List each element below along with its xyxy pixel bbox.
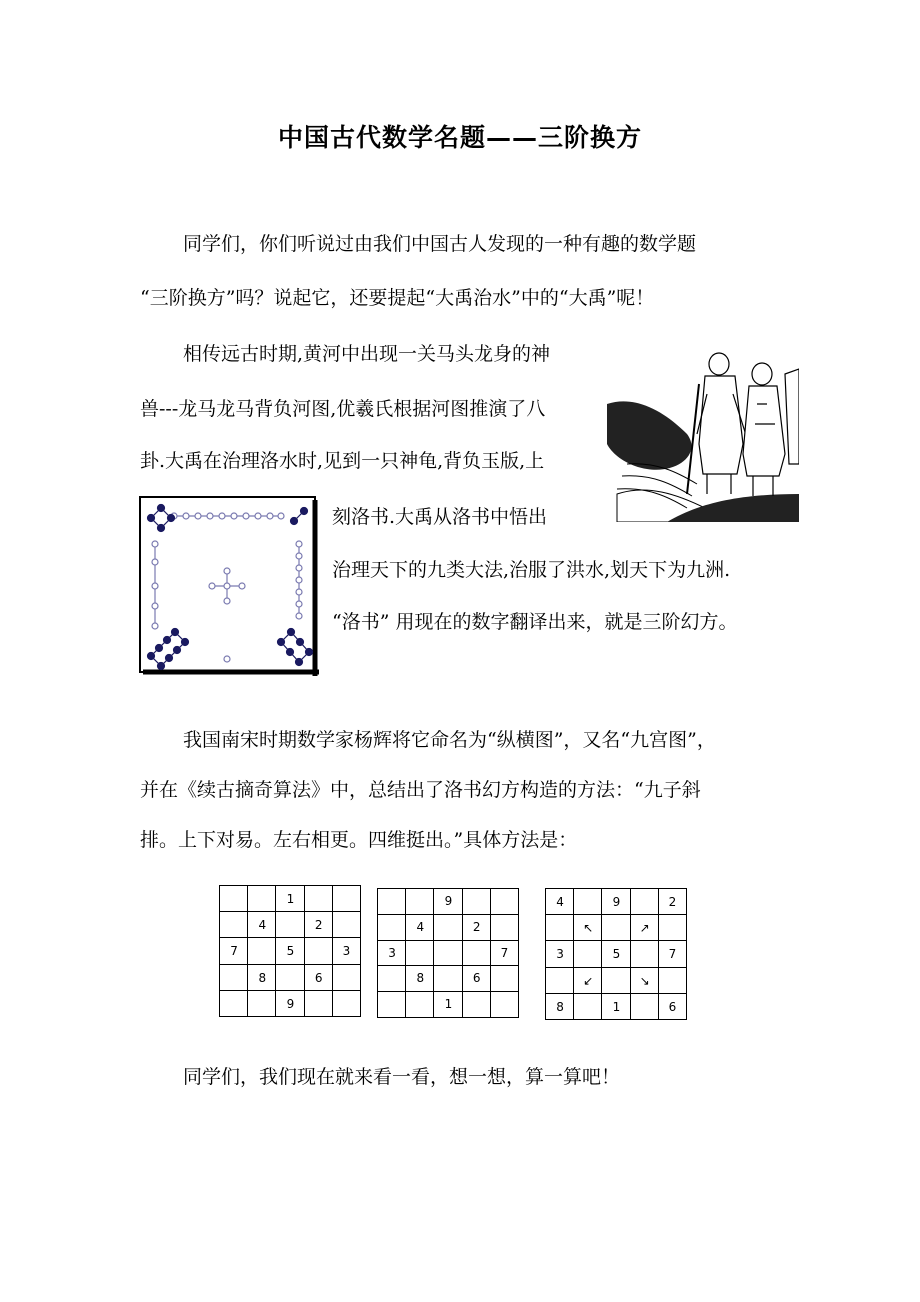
- grid-cell: [247, 990, 276, 1017]
- paragraph-2-line-4: 刻洛书.大禹从洛书中悟出: [332, 506, 548, 528]
- grid-cell: [332, 990, 361, 1017]
- grid-cell: 2: [658, 888, 687, 915]
- paragraph-2-line-3: 卦.大禹在治理洛水时,见到一只神龟,背负玉版,上: [140, 450, 545, 472]
- grid-cell: [573, 888, 602, 915]
- grid-cell: [462, 940, 491, 967]
- grid-cell: [630, 888, 659, 915]
- grid-cell: [304, 990, 333, 1017]
- grid-cell: 1: [275, 885, 304, 912]
- grid-cell: [219, 964, 248, 991]
- grid-cell: [433, 965, 462, 992]
- grid-cell: 9: [601, 888, 630, 915]
- grid-cell: 8: [247, 964, 276, 991]
- grid-cell: [490, 991, 519, 1018]
- grid-cell: [545, 967, 574, 994]
- paragraph-2-line-6: “洛书” 用现在的数字翻译出来，就是三阶幻方。: [332, 611, 738, 633]
- grid-cell: ↖: [573, 914, 602, 941]
- paragraph-3-line-1: 我国南宋时期数学家杨辉将它命名为“纵横图”，又名“九宫图”，: [183, 729, 716, 751]
- paragraph-2-line-2: 兽---龙马龙马背负河图,优羲氏根据河图推演了八: [140, 398, 546, 420]
- grid-cell: [462, 888, 491, 915]
- grid-cell: [275, 964, 304, 991]
- grid-cell: [490, 914, 519, 941]
- grid-cell: [433, 914, 462, 941]
- grid-cell: [219, 911, 248, 938]
- grid-cell: [332, 911, 361, 938]
- grid-cell: 6: [462, 965, 491, 992]
- grid-cell: 3: [332, 937, 361, 964]
- grid-cell: 4: [405, 914, 434, 941]
- grid-cell: [377, 914, 406, 941]
- paragraph-1-line-2: “三阶换方”吗？说起它，还要提起“大禹治水”中的“大禹”呢！: [140, 287, 655, 309]
- grid-cell: [405, 888, 434, 915]
- grid-cell: 8: [545, 993, 574, 1020]
- grid-cell: [545, 914, 574, 941]
- document-title: 中国古代数学名题——三阶换方: [277, 123, 642, 152]
- grid-cell: [490, 888, 519, 915]
- grid-cell: 9: [275, 990, 304, 1017]
- dayu-illustration: [607, 344, 799, 522]
- grid-cell: 4: [247, 911, 276, 938]
- grid-cell: [304, 937, 333, 964]
- grid-cell: [658, 967, 687, 994]
- grid-cell: 1: [433, 991, 462, 1018]
- grid-cell: [405, 991, 434, 1018]
- paragraph-3-line-3: 排。上下对易。左右相更。四维挺出。”具体方法是：: [140, 829, 578, 851]
- grid-cell: 8: [405, 965, 434, 992]
- grid-cell: 7: [658, 940, 687, 967]
- grid-cell: 9: [433, 888, 462, 915]
- grid-cell: [247, 885, 276, 912]
- grid-cell: [630, 940, 659, 967]
- paragraph-2-line-5: 治理天下的九类大法,治服了洪水,划天下为九洲.: [332, 559, 731, 581]
- grid-step-1: [219, 885, 360, 1016]
- grid-cell: [377, 965, 406, 992]
- grid-cell: [462, 991, 491, 1018]
- grid-cell: [377, 991, 406, 1018]
- grid-cell: [405, 940, 434, 967]
- grid-step-2: [377, 888, 518, 1017]
- grid-cell: 3: [545, 940, 574, 967]
- grid-cell: [573, 940, 602, 967]
- grid-cell: 6: [304, 964, 333, 991]
- luoshu-diagram: [139, 496, 320, 677]
- grid-cell: [332, 964, 361, 991]
- grid-cell: [433, 940, 462, 967]
- grid-cell: ↙: [573, 967, 602, 994]
- grid-cell: 2: [462, 914, 491, 941]
- grid-step-3: [545, 888, 686, 1019]
- paragraph-3-line-2: 并在《续古摘奇算法》中，总结出了洛书幻方构造的方法：“九子斜: [140, 779, 701, 801]
- grid-cell: 3: [377, 940, 406, 967]
- grid-cell: [573, 993, 602, 1020]
- grid-cell: [601, 967, 630, 994]
- paragraph-1-line-1: 同学们，你们听说过由我们中国古人发现的一种有趣的数学题: [183, 233, 697, 255]
- grid-cell: 4: [545, 888, 574, 915]
- grid-cell: 2: [304, 911, 333, 938]
- grid-cell: [630, 993, 659, 1020]
- grid-cell: 5: [601, 940, 630, 967]
- grid-cell: 1: [601, 993, 630, 1020]
- grid-cell: [658, 914, 687, 941]
- grid-cell: [247, 937, 276, 964]
- grid-cell: 7: [219, 937, 248, 964]
- grid-cell: [377, 888, 406, 915]
- paragraph-4-line-1: 同学们，我们现在就来看一看，想一想，算一算吧！: [183, 1066, 621, 1088]
- grid-cell: [332, 885, 361, 912]
- grid-cell: [219, 885, 248, 912]
- grid-cell: [490, 965, 519, 992]
- grid-cell: [275, 911, 304, 938]
- grid-cell: [219, 990, 248, 1017]
- grid-cell: 7: [490, 940, 519, 967]
- grid-cell: ↗: [630, 914, 659, 941]
- grid-cell: [304, 885, 333, 912]
- grid-cell: 6: [658, 993, 687, 1020]
- paragraph-2-line-1: 相传远古时期,黄河中出现一关马头龙身的神: [183, 343, 551, 365]
- grid-cell: 5: [275, 937, 304, 964]
- grid-cell: [601, 914, 630, 941]
- grid-cell: ↘: [630, 967, 659, 994]
